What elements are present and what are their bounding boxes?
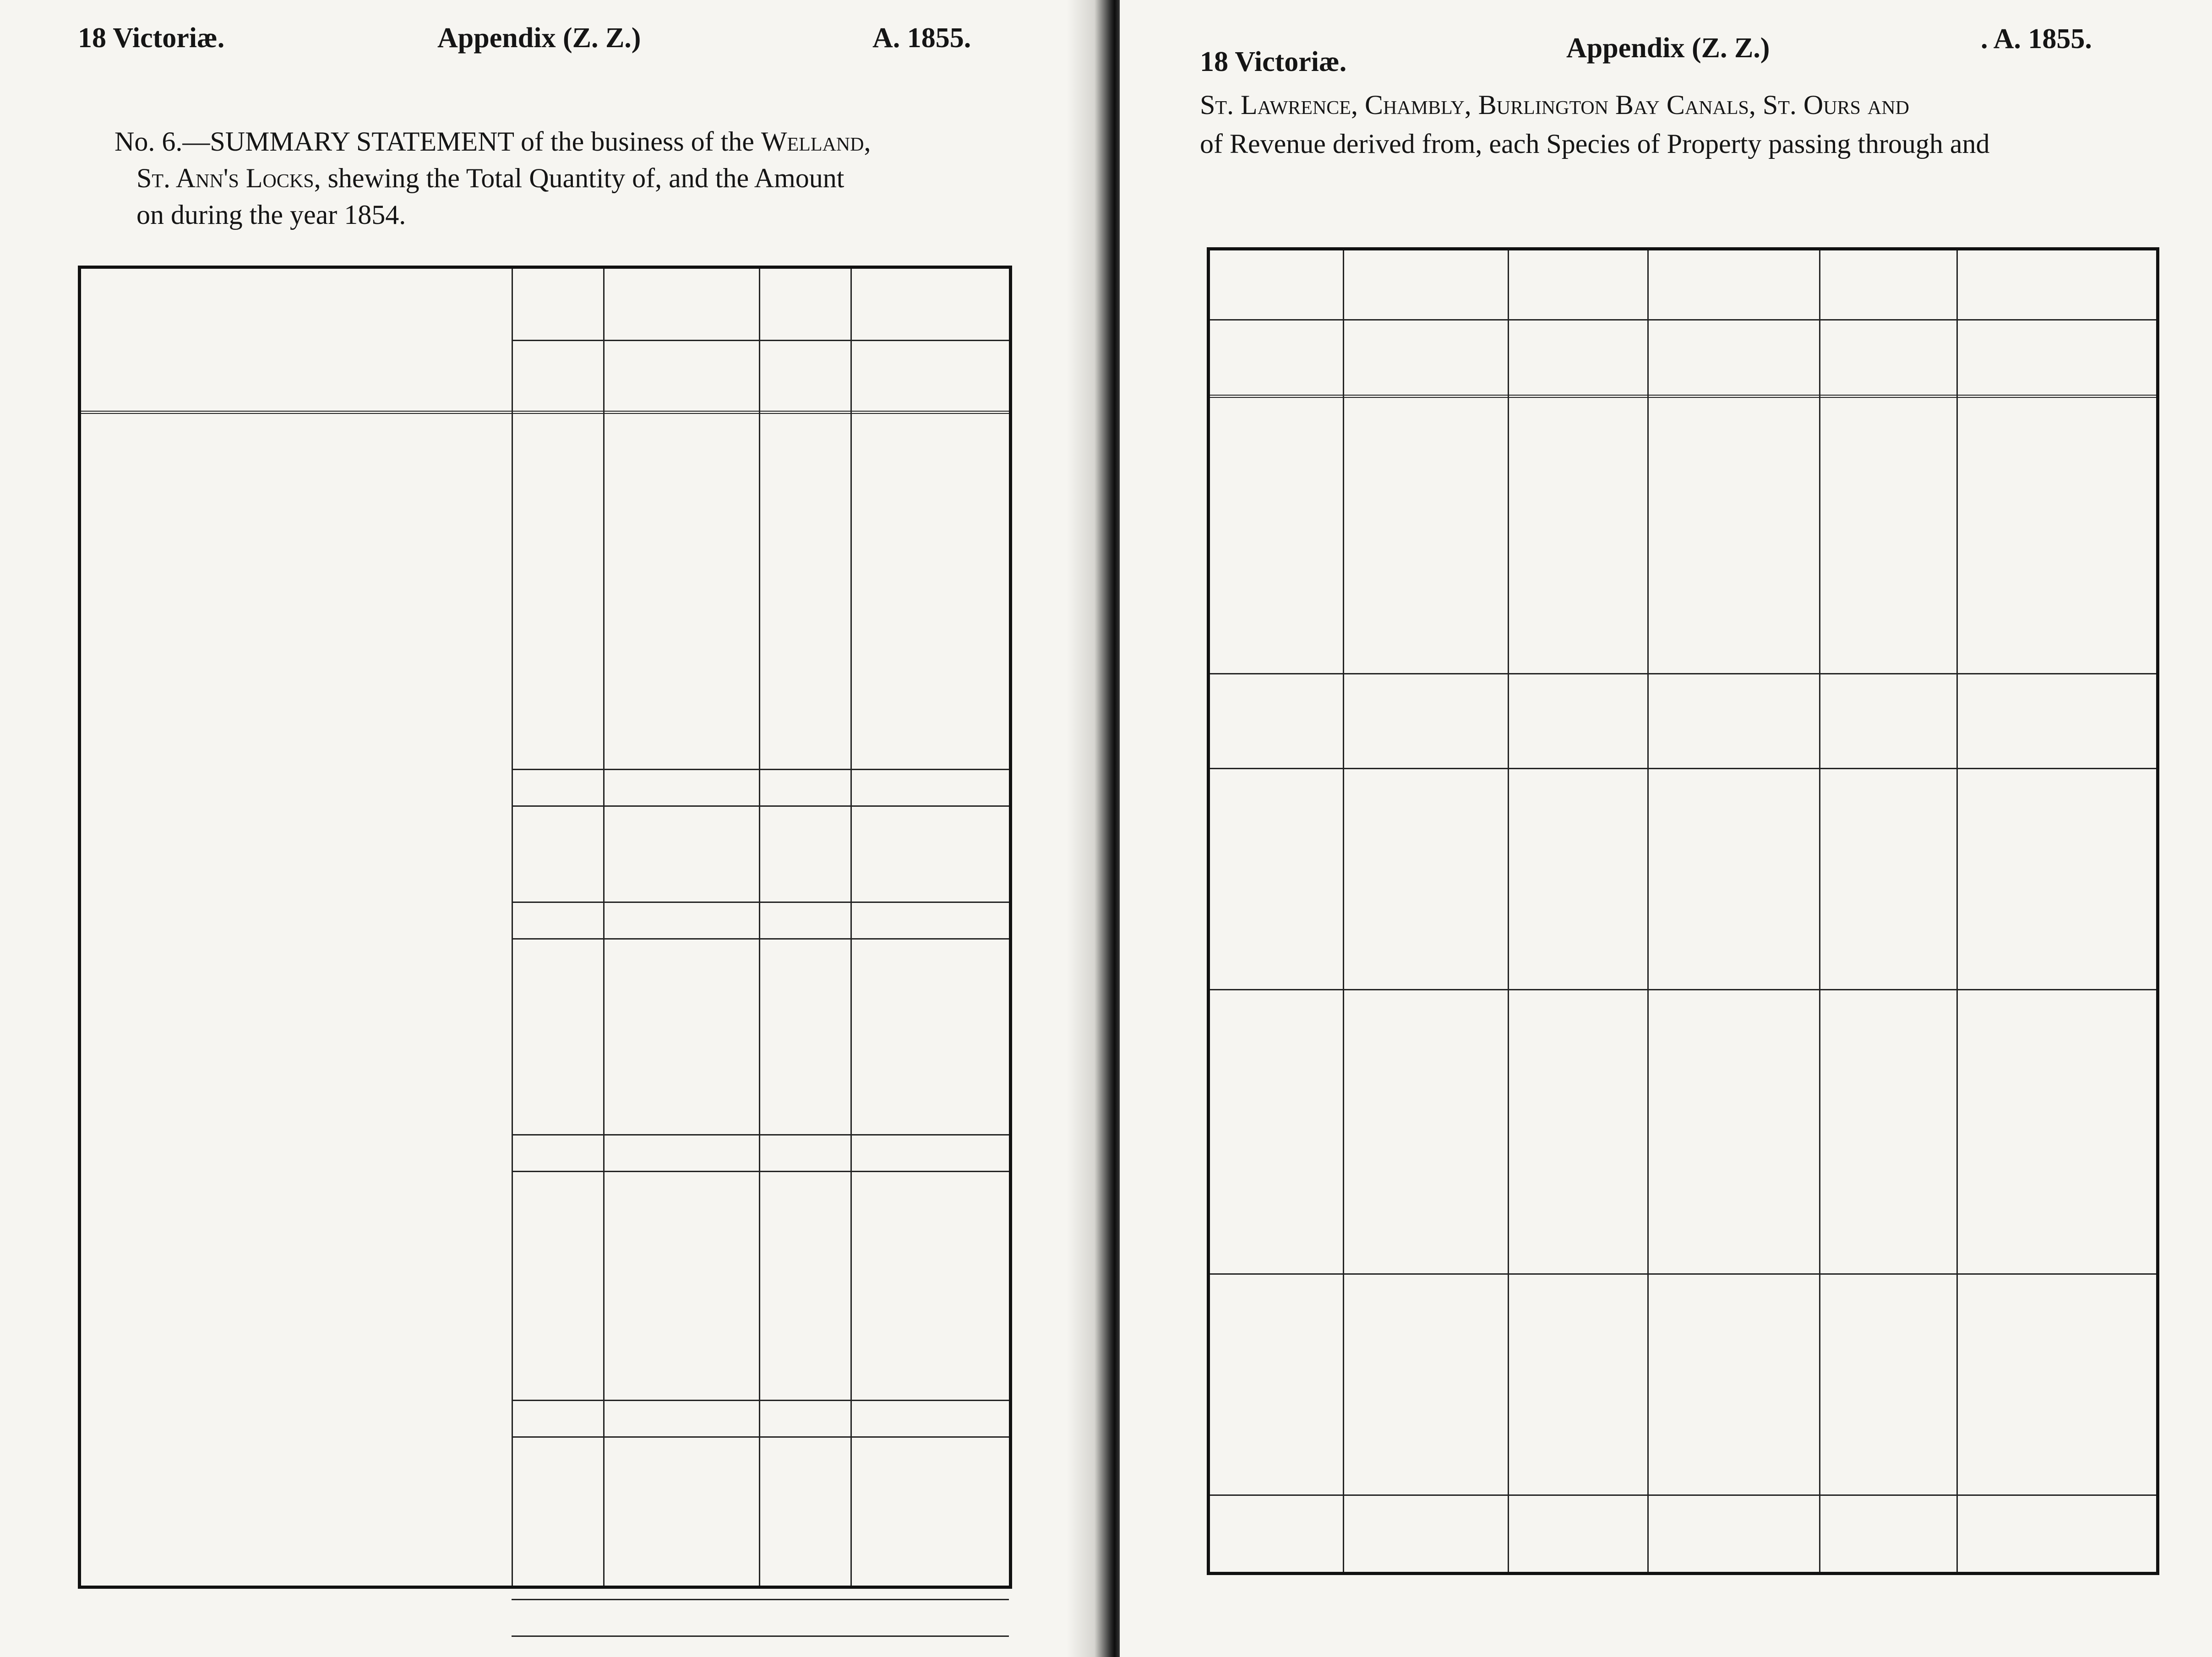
column-divider (512, 269, 513, 1586)
left-page (0, 0, 1092, 1657)
total-rule (1210, 673, 2156, 674)
header-left: 18 Victoriæ. (1200, 46, 1347, 77)
header-center: Appendix (Z. Z.) (1566, 33, 1770, 64)
total-rule (1210, 989, 2156, 990)
total-rule (512, 902, 1009, 903)
column-divider (1819, 250, 1820, 1572)
header-center: Appendix (Z. Z.) (437, 22, 641, 54)
total-rule (512, 938, 1009, 940)
header-right: . A. 1855. (1981, 23, 2092, 54)
summary-table-left (78, 266, 1012, 1589)
total-rule (512, 1599, 1009, 1600)
header-right: A. 1855. (872, 22, 971, 54)
header-divider (1210, 319, 2156, 321)
total-rule (512, 1134, 1009, 1135)
column-divider (850, 269, 852, 1586)
header-bottom-rule (81, 411, 1009, 414)
intro-text: No. 6.—SUMMARY STATEMENT of the business of the (114, 126, 761, 157)
total-rule (1210, 1273, 2156, 1275)
summary-table-right (1207, 247, 2159, 1575)
intro-line-2 (136, 160, 844, 196)
intro-text: St. Ann's Locks (136, 163, 314, 193)
header-left: 18 Victoriæ. (78, 22, 225, 54)
column-divider (759, 269, 760, 1586)
total-rule (512, 1400, 1009, 1401)
intro-line-2: of Revenue derived from, each Species of Property passing through and (1200, 129, 1990, 159)
column-divider (1343, 250, 1344, 1572)
column-divider (603, 269, 605, 1586)
header-divider (512, 340, 1009, 341)
total-rule (1210, 768, 2156, 769)
total-rule (1210, 1494, 2156, 1496)
intro-text: , shewing the Total Quantity of, and the Amount (314, 163, 844, 193)
intro-line-1 (114, 124, 871, 159)
total-rule (512, 805, 1009, 807)
intro-line-3: on during the year 1854. (136, 200, 406, 230)
intro-line-1: St. Lawrence, Chambly, Burlington Bay Canals, St. Ours and (1200, 90, 1909, 120)
total-rule (512, 1436, 1009, 1438)
intro-text: Welland, (761, 126, 871, 157)
total-rule (512, 1171, 1009, 1172)
right-page (1120, 0, 2212, 1657)
header-bottom-rule (1210, 395, 2156, 398)
total-rule (512, 1635, 1009, 1637)
total-rule (512, 769, 1009, 770)
column-divider (1647, 250, 1649, 1572)
column-divider (1508, 250, 1509, 1572)
column-divider (1956, 250, 1958, 1572)
